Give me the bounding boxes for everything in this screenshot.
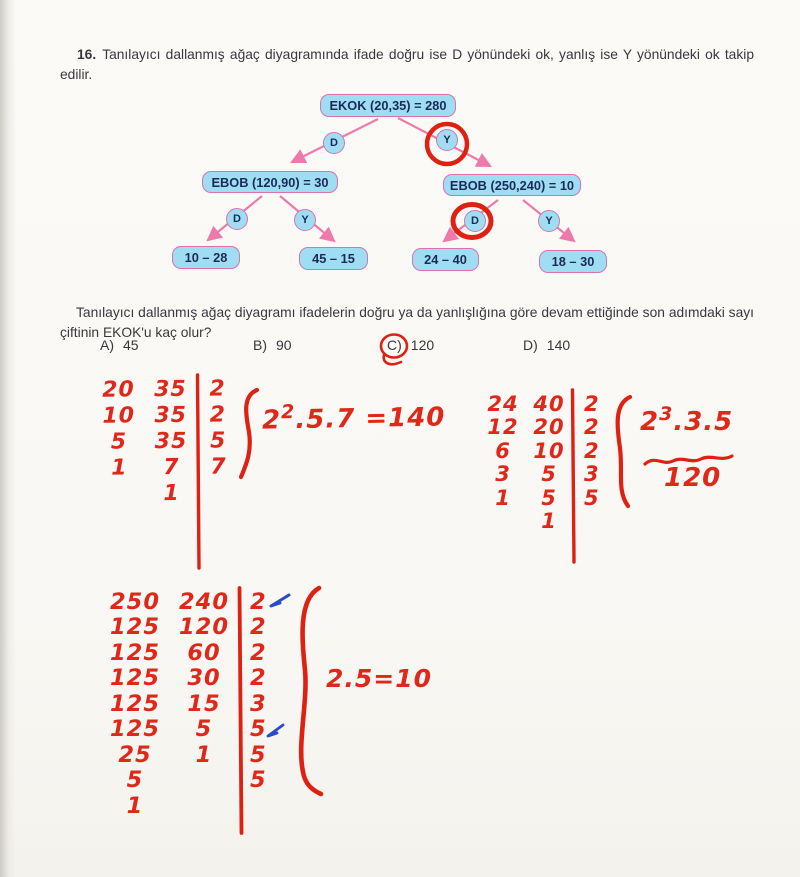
hw-cell: 60 [187,639,221,666]
hw-cell: 125 [110,665,160,692]
hw-cell: 3 [495,462,511,487]
hw-cell [168,793,240,819]
hw-cell: 1 [163,480,180,506]
hw-cell: 2 [250,665,267,692]
hw-cell: 12 [487,415,519,440]
result-rest: .5.7 =140 [295,402,446,436]
hw-cell: 5 [250,741,267,768]
hw-cell: 10 [533,438,565,463]
hw-cell: 5 [126,767,144,794]
option-a-label: A) [100,337,114,353]
hw-cell: 5 [110,428,128,455]
option-d [523,337,570,353]
branch-d-left: D [226,208,248,230]
hw-cell: 25 [118,741,152,768]
hw-cell: 2 [584,438,600,463]
hw-cell: 35 [154,402,188,428]
result-base: 2 [640,407,660,437]
hw-cell: 1 [541,509,557,534]
tree-leaf-24-40: 24 – 40 [412,248,479,271]
hw-cell: 5 [209,427,227,454]
branch-y-right: Y [538,210,560,232]
hw-cell: 2 [250,614,267,641]
hw-cell: 240 [179,588,229,615]
result-ekok-20-35 [262,402,446,435]
hw-cell: 5 [541,485,557,510]
hw-cell: 40 [533,391,565,416]
branch-y-left: Y [294,209,316,231]
hw-cell: 2 [209,375,226,402]
red-circle-option-c-tail [384,355,401,364]
tree-leaf-10-28: 10 – 28 [172,246,240,269]
option-c-label: C) [387,337,402,353]
option-d-label: D) [523,337,538,353]
hw-cell: 5 [250,716,267,743]
hw-cell: 250 [110,588,160,615]
hw-cell: 1 [126,792,144,819]
hw-cell: 5 [195,716,213,743]
hw-cell: 5 [541,462,557,487]
tree-left-node: EBOB (120,90) = 30 [202,171,338,193]
hw-cell: 2 [250,639,267,666]
hw-cell: 24 [487,391,519,416]
result-base: 2 [261,405,282,436]
result-ekok-24-40-expr [640,403,734,437]
hw-cell [240,793,286,819]
hw-cell: 7 [210,453,227,480]
branch-d-right: D [464,210,486,232]
hw-cell: 7 [162,454,180,480]
hw-cell [96,480,142,506]
option-c-value: 120 [410,337,435,353]
brace-24-40 [618,397,630,506]
branch-y-root-right: Y [436,129,458,151]
question-number: 16. [77,46,97,62]
hw-cell: 125 [110,716,160,743]
hw-cell: 3 [250,690,267,717]
question-intro [60,45,754,86]
option-b [253,337,292,353]
result-ekok-24-40-value: 120 [664,463,722,493]
hw-cell: 125 [110,639,160,666]
hw-cell: 5 [584,485,600,510]
hw-cell [168,768,240,794]
factor-table-250-240 [102,589,286,819]
hw-cell: 2 [584,391,600,416]
branch-d-root-left: D [323,132,345,154]
option-d-value: 140 [546,337,571,353]
hw-cell: 3 [584,462,600,487]
hw-cell: 1 [110,454,128,481]
hw-cell [482,510,524,534]
option-c [387,337,434,353]
result-exponent: 2 [280,401,296,424]
question-body: Tanılayıcı dallanmış ağaç diyagramı ifadelerin doğru ya da yanlışlığına göre devam ettiğinde son adımdaki sayı çiftinin EKOK'u kaç olur? [60,304,754,341]
tree-leaf-18-30: 18 – 30 [539,250,607,273]
hw-cell: 20 [102,376,135,403]
tree-right-node: EBOB (250,240) = 10 [443,174,581,196]
question-intro-text: Tanılayıcı dallanmış ağaç diyagramında ifade doğru ise D yönündeki ok, yanlış ise Y yönündeki ok takip edilir. [60,46,754,83]
result-exponent: 3 [659,403,674,425]
hw-cell: 1 [195,741,213,768]
hw-cell: 1 [495,485,511,510]
hw-cell: 35 [154,376,187,402]
hw-cell: 2 [584,415,600,440]
tree-root-node: EKOK (20,35) = 280 [320,94,456,117]
hw-cell: 10 [102,402,136,429]
hw-cell [200,479,244,505]
hw-cell: 35 [154,428,188,454]
hw-cell: 2 [250,588,267,615]
option-a [100,337,139,353]
hw-cell: 125 [110,614,160,641]
hw-cell: 120 [179,614,229,641]
hw-cell: 5 [250,767,267,794]
hw-cell: 20 [533,415,565,440]
hw-cell: 2 [209,401,227,428]
hw-cell: 6 [495,438,511,463]
hw-cell: 15 [187,690,221,717]
hw-cell: 125 [110,690,160,717]
result-rest: .3.5 [673,407,734,437]
page-scan-edge [0,0,16,877]
option-b-label: B) [253,337,267,353]
hw-cell [574,510,616,534]
tree-leaf-45-15: 45 – 15 [299,247,368,270]
option-a-value: 45 [123,337,139,353]
option-b-value: 90 [276,337,292,353]
result-ebob-250-240: 2.5=10 [326,664,433,693]
hw-cell: 30 [187,665,221,692]
brace-250-240 [301,588,321,794]
factor-table-20-35 [95,375,244,507]
factor-table-24-40 [482,392,616,533]
